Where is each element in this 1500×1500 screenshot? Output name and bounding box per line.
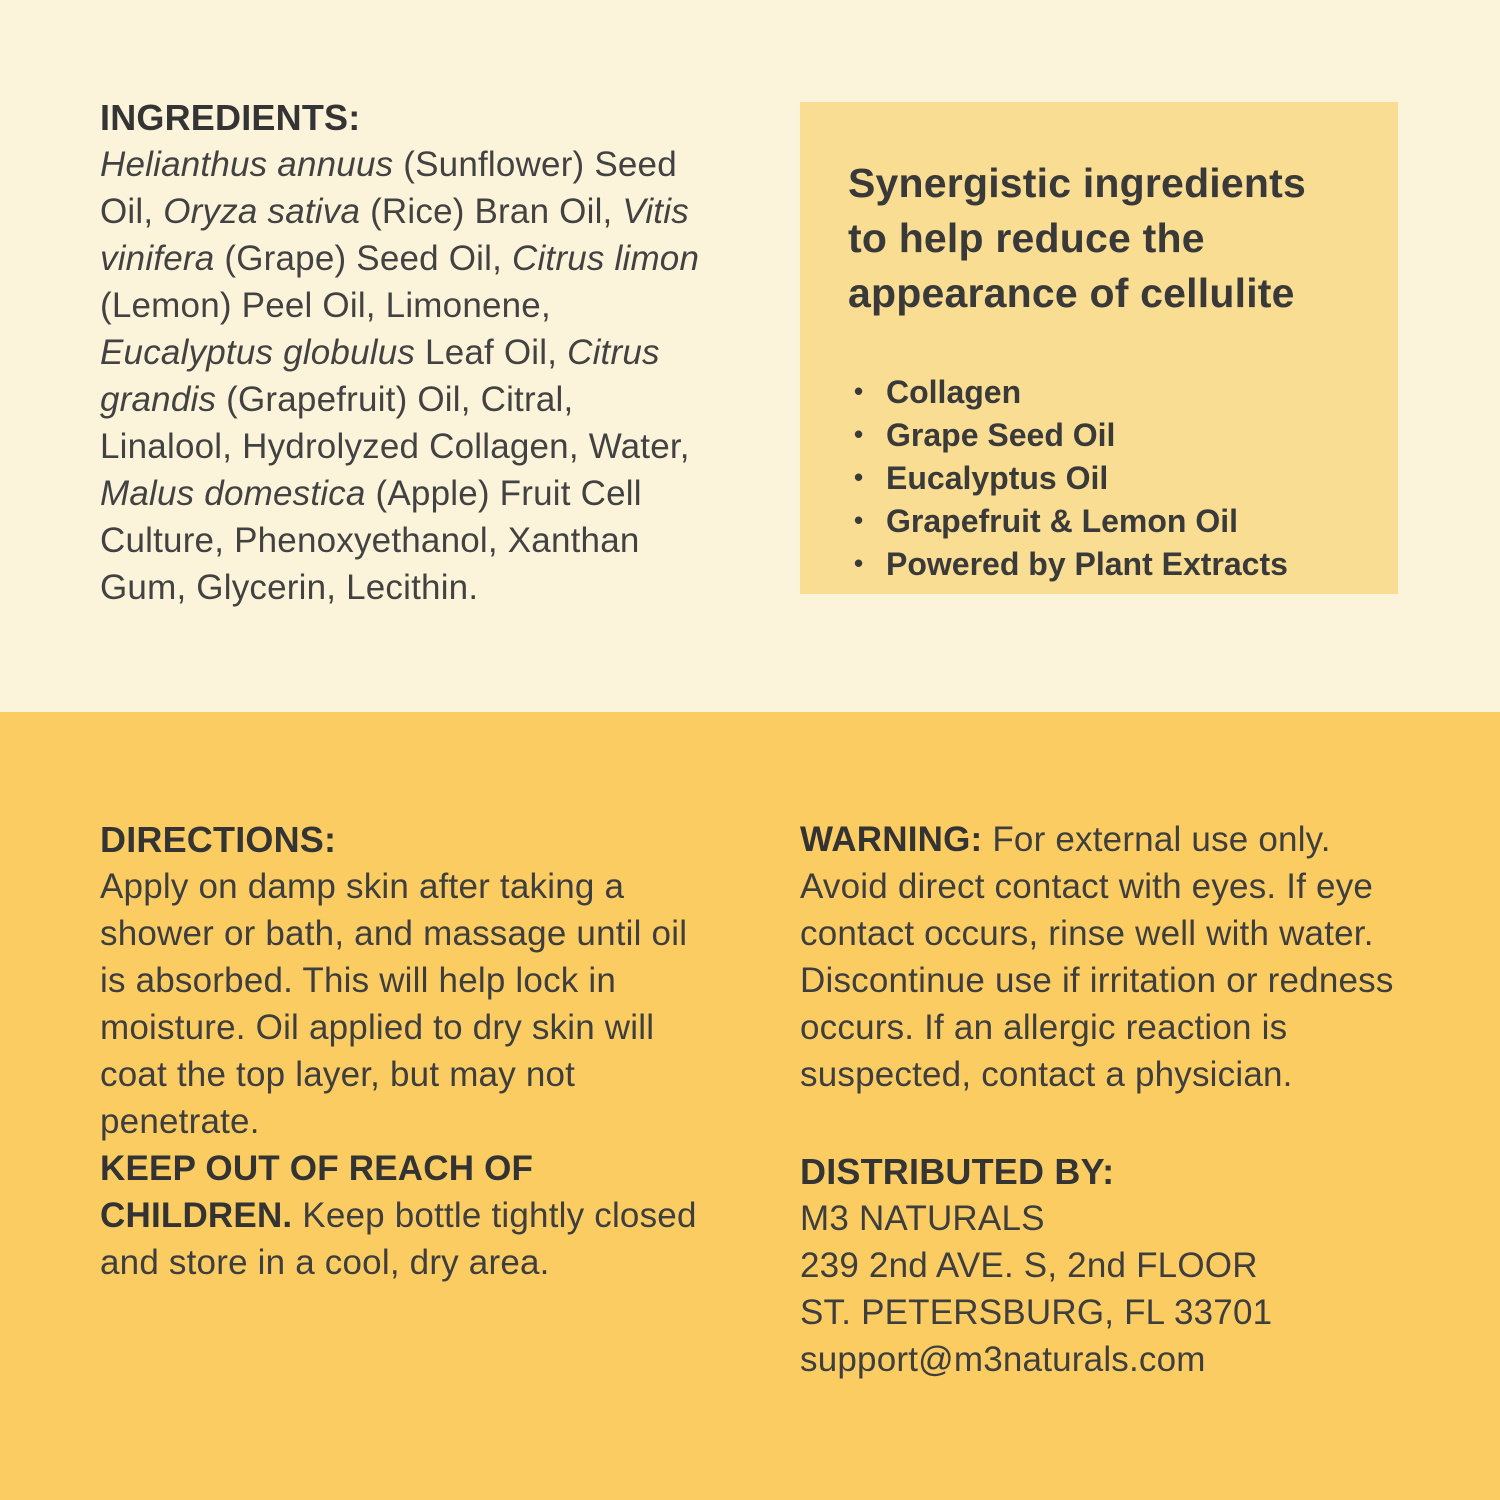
ingredients-heading: INGREDIENTS: (100, 97, 361, 138)
children-warning-text: KEEP OUT OF REACH OF CHILDREN. Keep bottle tightly closed and store in a cool, dry area. (100, 1149, 697, 1282)
directions-column (100, 816, 716, 1286)
distributor-block (800, 1148, 1416, 1383)
warning-column (800, 816, 1416, 1383)
ingredients-section (100, 94, 714, 611)
directions-text: Apply on damp skin after taking a shower or bath, and massage until oil is absorbed. This will help lock in moisture. Oil applied to dry skin will coat the top layer, but may not penetrate. (100, 867, 688, 1141)
distributor-address-line: ST. PETERSBURG, FL 33701 (800, 1293, 1273, 1332)
benefits-heading-line: to help reduce the (848, 215, 1205, 261)
benefit-item: • Powered by Plant Extracts (848, 543, 1352, 586)
benefits-heading-line: Synergistic ingredients (848, 160, 1307, 206)
benefit-item: • Eucalyptus Oil (848, 457, 1352, 500)
warning-text: WARNING: For external use only. Avoid direct contact with eyes. If eye contact occurs, rinse well with water. Discontinue use if irritation or redness occurs. If an allergic reaction is suspected, contact a physician. (800, 820, 1394, 1094)
label-bottom-section (0, 712, 1500, 1500)
distributor-address (800, 1195, 1416, 1383)
benefit-item: • Collagen (848, 371, 1352, 414)
benefit-item: • Grapefruit & Lemon Oil (848, 500, 1352, 543)
benefits-heading (848, 156, 1352, 321)
distributor-heading: DISTRIBUTED BY: (800, 1151, 1115, 1192)
distributor-address-line: 239 2nd AVE. S, 2nd FLOOR (800, 1246, 1258, 1285)
benefits-heading-line: appearance of cellulite (848, 270, 1295, 316)
benefit-item: • Grape Seed Oil (848, 414, 1352, 457)
benefits-list (848, 371, 1352, 586)
directions-heading: DIRECTIONS: (100, 819, 337, 860)
distributor-address-line: M3 NATURALS (800, 1199, 1045, 1238)
distributor-address-line: support@m3naturals.com (800, 1340, 1206, 1379)
benefits-box (800, 102, 1398, 594)
ingredients-text: Helianthus annuus (Sunflower) Seed Oil, Oryza sativa (Rice) Bran Oil, Vitis vinifera (Grape) Seed Oil, Citrus limon (Lemon) Peel Oil, Limonene, Eucalyptus globulus Leaf Oil, Citrus grandis (Grapefruit) Oil, Citral, Linalool, Hydrolyzed Collagen, Water, Malus domestica (Apple) Fruit Cell Culture, Phenoxyethanol, Xanthan Gum, Glycerin, Lecithin. (100, 145, 700, 607)
label-top-section (0, 0, 1500, 712)
